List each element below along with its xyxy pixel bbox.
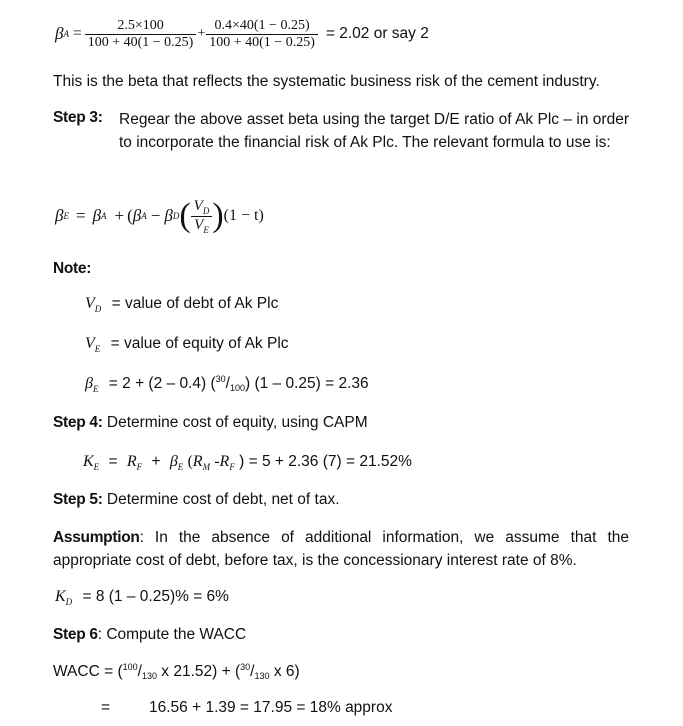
subscript: F [229,462,235,472]
wacc-end: x 6) [273,663,300,680]
beta-equity-formula: β E = β A + ( β A − β D ( $\frac{V_D}{V_E}$ ) (1 − t) [55,197,264,235]
step-4-text: Determine cost of equity, using CAPM [106,414,368,431]
subscript: E [94,344,101,354]
step-5-text: Determine cost of debt, net of tax. [106,491,340,508]
equals-sign: = [75,206,86,225]
subscript: D [202,205,210,216]
assumption-paragraph [53,526,629,572]
subscript: D [65,597,73,607]
k-symbol: K [83,453,94,470]
beta-symbol: β [55,24,64,43]
plus-sign: + [151,453,161,470]
step-3-text: Regear the above asset beta using the target D/E ratio of Ak Plc – in order to incorporate the financial risk of Ak Plc. The relevant formula to use is: [119,111,629,151]
beta-symbol: β [164,206,173,225]
step-6-label: Step 6 [53,626,98,643]
assumption-label: Assumption [53,529,140,546]
debt-equity-ratio [191,198,213,235]
subscript: F [136,462,143,472]
beta-subscript: A [63,29,69,39]
step-4-label: Step 4: [53,414,103,431]
step-4-heading [53,414,368,432]
assumption-text: : In the absence of additional information, we assume that the appropriate cost of debt, before tax, is the concessionary interest rate of 8%. [53,529,629,569]
fraction-denominator: 130 [141,671,157,681]
fraction-denominator: 130 [254,671,270,681]
beta-symbol: β [92,206,102,225]
r-symbol: R [126,453,137,470]
step-3-label: Step 3: [53,109,103,126]
plus-sign: + [197,26,206,41]
subscript: E [93,462,100,472]
fraction-denominator: 100 + 40(1 − 0.25) [206,34,318,51]
capm-result: ) = 5 + 2.36 (7) = 21.52% [239,453,412,470]
v-symbol: V [85,295,95,312]
wacc-label: WACC = ( [53,663,123,680]
step-5-heading [53,491,340,509]
beta-equity-calculation [85,374,369,394]
fraction-slash: / [137,663,142,680]
fraction-denominator: 100 + 40(1 − 0.25) [85,34,197,51]
beta-asset-result: = 2.02 or say 2 [325,25,429,42]
r-symbol: R [219,453,230,470]
capm-formula [83,453,412,472]
r-symbol: R [192,453,203,470]
v-symbol: V [193,197,203,214]
wacc-middle: x 21.52) + ( [161,663,241,680]
calc-part: ) (1 – 0.25) = 2.36 [244,375,369,392]
subscript: D [94,304,102,314]
minus-sign: - [214,453,220,470]
k-symbol: K [55,588,66,605]
fraction-term-1 [85,18,197,51]
step-6-heading [53,626,246,644]
calc-part: = 2 + (2 – 0.4) ( [108,375,216,392]
equals-sign: = [72,25,82,42]
cost-of-debt-calculation [55,588,229,607]
v-symbol: V [85,335,95,352]
fraction-slash: / [250,663,255,680]
fraction-numerator: 0.4×40(1 − 0.25) [214,17,310,33]
wacc-equals: = [101,699,111,716]
plus-sign: + [114,206,125,225]
wacc-formula [53,662,300,681]
note-item-vd [85,295,278,314]
beta-symbol: β [169,453,178,470]
step-5-label: Step 5: [53,491,103,508]
wacc-result: 16.56 + 1.39 = 17.95 = 18% approx [149,699,393,716]
v-symbol: V [194,216,204,233]
fraction-numerator: 100 [122,662,138,672]
subscript: E [177,462,184,472]
open-paren: ( [187,453,193,470]
subscript: A [141,211,147,221]
subscript: E [92,384,99,394]
subscript: M [202,462,211,472]
subscript: D [172,211,180,221]
beta-symbol: β [132,206,142,225]
fraction-numerator: 2.5×100 [117,17,164,33]
fraction-slash: / [225,375,230,392]
minus-sign: − [150,206,161,225]
fraction-numerator: 30 [215,374,226,384]
intro-paragraph: This is the beta that reflects the systematic business risk of the cement industry. [53,73,600,90]
note-item-ve [85,335,289,354]
note-item-text: = value of equity of Ak Plc [110,335,289,352]
subscript: E [63,211,69,221]
subscript: E [203,224,209,235]
cost-of-debt-text: = 8 (1 – 0.25)% = 6% [82,588,229,605]
subscript: A [101,211,107,221]
equals-sign: = [108,453,118,470]
beta-symbol: β [85,375,93,392]
beta-asset-equation [55,12,429,56]
open-paren: ( [127,206,133,225]
tax-factor: (1 − t) [223,207,264,224]
fraction-denominator: 100 [229,383,245,393]
fraction-numerator: 30 [240,662,251,672]
note-item-text: = value of debt of Ak Plc [111,295,279,312]
step-6-text: : Compute the WACC [97,626,247,643]
note-label: Note: [53,260,92,277]
fraction-term-2 [206,18,318,51]
beta-symbol: β [55,206,64,225]
